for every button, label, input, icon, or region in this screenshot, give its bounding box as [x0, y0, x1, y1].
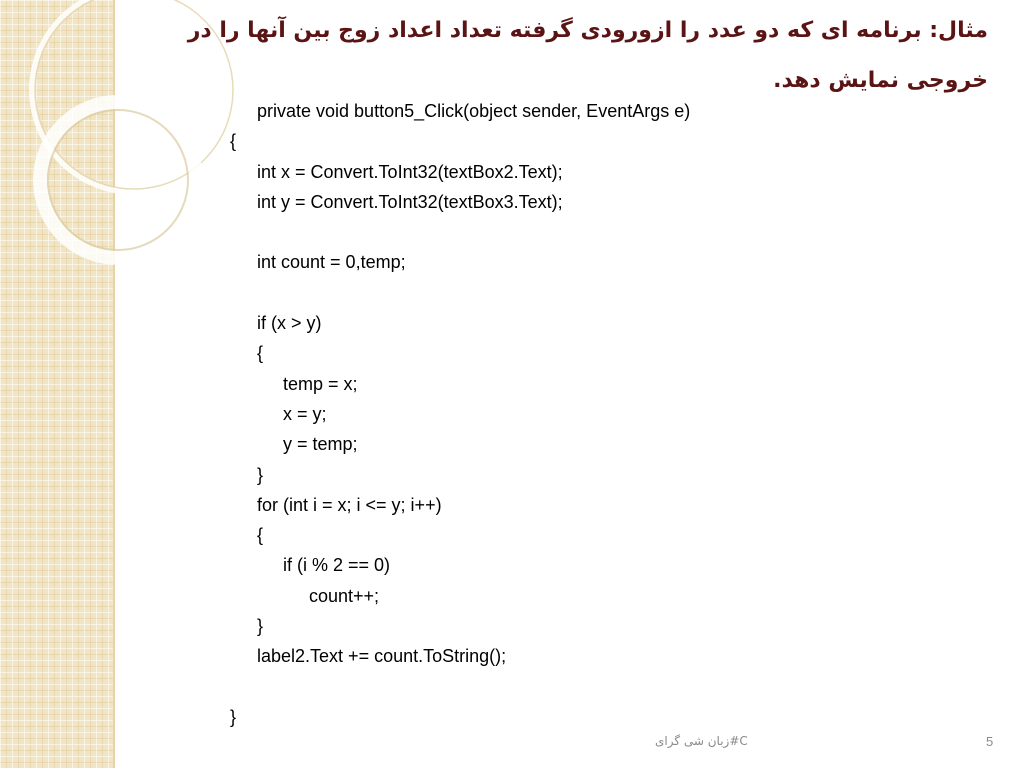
code-line: }: [230, 706, 237, 727]
code-block: [230, 96, 690, 732]
decorative-ring-small-shadow: [48, 110, 188, 250]
code-line: count++;: [309, 585, 380, 606]
code-line: y = temp;: [283, 434, 358, 455]
code-line: x = y;: [283, 403, 327, 424]
code-line: [230, 278, 690, 308]
code-line: int count = 0,temp;: [257, 252, 406, 273]
code-line: if (i % 2 == 0): [283, 555, 391, 576]
decorative-ring-small: [40, 102, 196, 258]
code-line: int y = Convert.ToInt32(textBox3.Text);: [257, 191, 563, 212]
page-number: 5: [986, 734, 994, 749]
code-line: {: [257, 525, 264, 546]
code-line: [230, 672, 690, 702]
code-line: [230, 217, 690, 247]
code-line: if (x > y): [257, 313, 322, 334]
slide-title: مثال: برنامه ای که دو عدد را ازورودی گرفته تعداد اعداد زوج بین آنها را در خروجی نمایش دهد.: [187, 18, 988, 93]
footer-text: زبان شی گرای#C: [655, 734, 748, 748]
code-line: {: [257, 343, 264, 364]
code-line: private void button5_Click(object sender, EventArgs e): [257, 101, 691, 121]
code-line: label2.Text += count.ToString();: [257, 646, 507, 667]
code-line: }: [257, 616, 264, 637]
code-line: {: [230, 131, 237, 152]
code-line: for (int i = x; i <= y; i++): [257, 494, 442, 515]
code-line: temp = x;: [283, 373, 358, 394]
code-line: int x = Convert.ToInt32(textBox2.Text);: [257, 161, 563, 182]
code-line: }: [257, 464, 264, 485]
